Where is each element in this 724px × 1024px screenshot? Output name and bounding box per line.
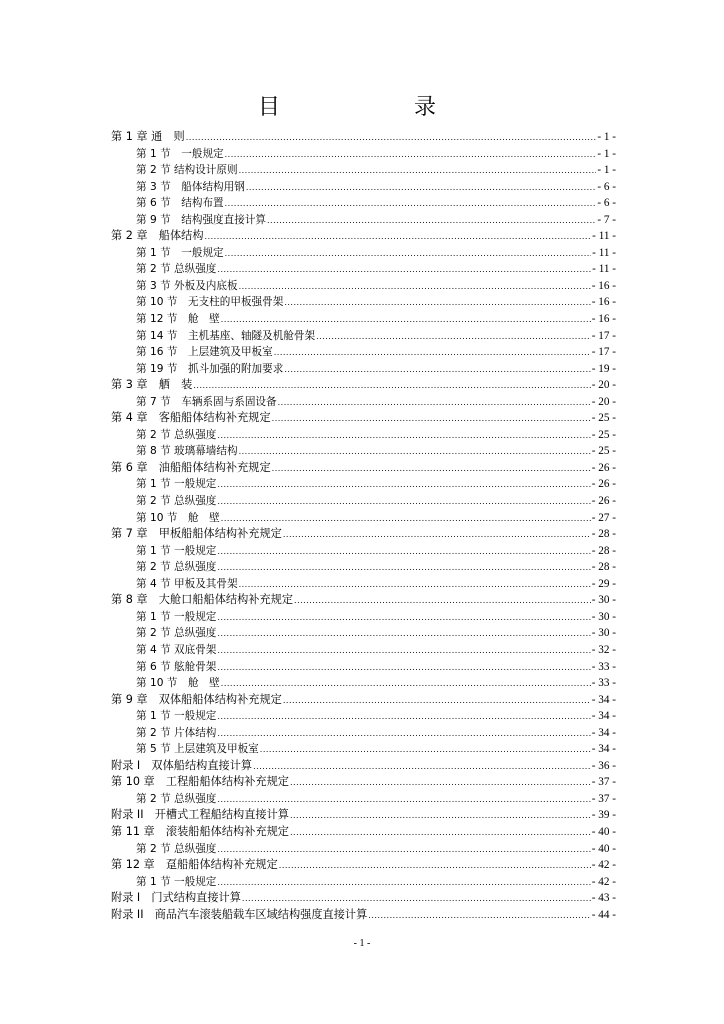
toc-section-entry[interactable] — [111, 609, 616, 626]
dot-leader — [272, 411, 591, 428]
toc-entry-title: 第 10 节 无支柱的甲板强骨架 — [136, 296, 284, 309]
toc-entry-title: 附录 I 门式结构直接计算 — [111, 891, 241, 905]
toc-section-entry[interactable] — [111, 725, 616, 742]
dot-leader — [290, 808, 591, 825]
toc-section-entry[interactable] — [111, 510, 616, 527]
toc-entry-title: 第 10 节 舱 壁 — [136, 677, 220, 690]
toc-entry-title: 第 8 章 大舱口船船体结构补充规定 — [111, 593, 294, 607]
toc-entry-title: 第 2 节 片体结构 — [136, 726, 217, 739]
toc-entry-title: 第 2 节 总纵强度 — [136, 263, 217, 276]
toc-entry-title: 第 19 节 抓斗加强的附加要求 — [136, 362, 284, 375]
toc-entry-page: - 40 - — [591, 842, 616, 855]
toc-entry-title: 第 12 节 舱 壁 — [136, 313, 220, 326]
toc-entry-page: - 28 - — [591, 561, 616, 574]
dot-leader — [217, 544, 590, 561]
toc-section-entry[interactable] — [111, 841, 616, 858]
dot-leader — [217, 643, 590, 660]
toc-entry-title: 第 4 节 甲板及其骨架 — [136, 577, 238, 590]
toc-chapter-entry[interactable] — [111, 758, 616, 775]
toc-entry-title: 第 1 节 一般规定 — [136, 710, 217, 723]
toc-entry-title: 第 9 节 结构强度直接计算 — [136, 213, 267, 226]
toc-entry-title: 第 2 节 总纵强度 — [136, 428, 217, 441]
toc-chapter-entry[interactable] — [111, 857, 616, 874]
toc-entry-page: - 26 - — [591, 478, 616, 491]
toc-section-entry[interactable] — [111, 427, 616, 444]
dot-leader — [217, 560, 590, 577]
toc-entry-page: - 17 - — [591, 329, 616, 342]
dot-leader — [278, 395, 591, 412]
dot-leader — [239, 577, 591, 594]
dot-leader — [193, 378, 590, 395]
toc-chapter-entry[interactable] — [111, 890, 616, 907]
dot-leader — [290, 825, 591, 842]
dot-leader — [267, 213, 596, 230]
toc-chapter-entry[interactable] — [111, 774, 616, 791]
toc-section-entry[interactable] — [111, 476, 616, 493]
toc-entry-page: - 25 - — [591, 428, 616, 441]
toc-entry-page: - 37 - — [591, 776, 616, 789]
table-of-contents — [111, 129, 616, 923]
toc-entry-title: 附录 II 开槽式工程船结构直接计算 — [111, 808, 289, 822]
toc-entry-page: - 28 - — [591, 528, 616, 541]
toc-entry-page: - 32 - — [591, 643, 616, 656]
toc-chapter-entry[interactable] — [111, 228, 616, 245]
toc-entry-title: 第 11 章 滚装船船体结构补充规定 — [111, 824, 289, 838]
dot-leader — [217, 660, 590, 677]
dot-leader — [272, 461, 591, 478]
dot-leader — [242, 891, 591, 908]
toc-entry-page: - 25 - — [591, 445, 616, 458]
toc-entry-page: - 6 - — [597, 197, 616, 210]
toc-entry-page: - 20 - — [591, 395, 616, 408]
dot-leader — [316, 329, 591, 346]
toc-entry-page: - 36 - — [591, 759, 616, 772]
dot-leader — [239, 279, 591, 296]
toc-entry-title: 第 1 节 一般规定 — [136, 875, 217, 888]
toc-section-entry[interactable] — [111, 659, 616, 676]
toc-entry-title: 第 6 节 结构布置 — [136, 197, 224, 210]
dot-leader — [217, 842, 590, 859]
toc-entry-title: 第 2 章 船体结构 — [111, 229, 204, 243]
toc-entry-page: - 42 - — [591, 859, 616, 872]
dot-leader — [217, 428, 590, 445]
toc-section-entry[interactable] — [111, 294, 616, 311]
toc-entry-title: 第 10 节 舱 壁 — [136, 511, 220, 524]
toc-entry-page: - 42 - — [591, 875, 616, 888]
toc-entry-title: 附录 II 商品汽车滚装船载车区域结构强度直接计算 — [111, 907, 368, 921]
toc-entry-page: - 44 - — [591, 908, 616, 921]
dot-leader — [239, 444, 591, 461]
dot-leader — [217, 875, 590, 892]
dot-leader — [217, 477, 590, 494]
dot-leader — [283, 527, 591, 544]
toc-section-entry[interactable] — [111, 559, 616, 576]
toc-entry-page: - 34 - — [591, 743, 616, 756]
toc-entry-page: - 1 - — [597, 164, 616, 177]
dot-leader — [221, 312, 591, 329]
page-number-footer: - 1 - — [353, 938, 371, 949]
toc-entry-title: 第 3 节 外板及内底板 — [136, 279, 238, 292]
toc-entry-title: 第 12 章 趸船船体结构补充规定 — [111, 858, 278, 872]
toc-chapter-entry[interactable] — [111, 592, 616, 609]
toc-entry-page: - 6 - — [597, 180, 616, 193]
toc-section-entry[interactable] — [111, 576, 616, 593]
toc-chapter-entry[interactable] — [111, 692, 616, 709]
dot-leader — [217, 626, 590, 643]
dot-leader — [279, 858, 591, 875]
toc-entry-page: - 39 - — [591, 809, 616, 822]
toc-section-entry[interactable] — [111, 625, 616, 642]
dot-leader — [221, 511, 591, 528]
toc-section-entry[interactable] — [111, 543, 616, 560]
toc-section-entry[interactable] — [111, 195, 616, 212]
toc-entry-page: - 11 - — [592, 263, 616, 276]
toc-chapter-entry[interactable] — [111, 129, 616, 146]
toc-entry-title: 第 3 章 舾 装 — [111, 378, 193, 392]
dot-leader — [284, 295, 590, 312]
dot-leader — [221, 676, 591, 693]
toc-chapter-entry[interactable] — [111, 526, 616, 543]
toc-entry-page: - 28 - — [591, 544, 616, 557]
toc-entry-page: - 43 - — [591, 892, 616, 905]
toc-entry-page: - 7 - — [597, 213, 616, 226]
toc-entry-title: 第 1 节 一般规定 — [136, 478, 217, 491]
toc-entry-page: - 30 - — [591, 610, 616, 623]
toc-entry-page: - 17 - — [591, 346, 616, 359]
toc-chapter-entry[interactable] — [111, 460, 616, 477]
toc-entry-title: 第 2 节 结构设计原则 — [136, 164, 238, 177]
toc-section-entry[interactable] — [111, 146, 616, 163]
dot-leader — [368, 908, 590, 925]
toc-entry-page: - 34 - — [591, 693, 616, 706]
dot-leader — [260, 742, 591, 759]
toc-entry-page: - 33 - — [591, 677, 616, 690]
toc-section-entry[interactable] — [111, 361, 616, 378]
toc-entry-page: - 30 - — [591, 594, 616, 607]
dot-leader — [225, 246, 592, 263]
toc-entry-page: - 16 - — [591, 296, 616, 309]
toc-entry-title: 第 10 章 工程船船体结构补充规定 — [111, 775, 289, 789]
toc-entry-page: - 16 - — [591, 279, 616, 292]
toc-section-entry[interactable] — [111, 261, 616, 278]
toc-entry-page: - 40 - — [591, 825, 616, 838]
toc-entry-title: 第 2 节 总纵强度 — [136, 495, 217, 508]
toc-entry-title: 第 6 章 油船船体结构补充规定 — [111, 460, 271, 474]
dot-leader — [186, 130, 597, 147]
dot-leader — [283, 693, 591, 710]
toc-chapter-entry[interactable] — [111, 807, 616, 824]
toc-entry-title: 第 1 节 一般规定 — [136, 544, 217, 557]
toc-entry-page: - 26 - — [591, 461, 616, 474]
toc-chapter-entry[interactable] — [111, 410, 616, 427]
toc-entry-title: 附录 I 双体船结构直接计算 — [111, 758, 253, 772]
toc-section-entry[interactable] — [111, 245, 616, 262]
toc-entry-page: - 1 - — [597, 147, 616, 160]
dot-leader — [217, 726, 590, 743]
toc-entry-page: - 16 - — [591, 313, 616, 326]
toc-entry-page: - 20 - — [591, 379, 616, 392]
toc-entry-title: 第 9 章 双体船船体结构补充规定 — [111, 692, 282, 706]
toc-entry-title: 第 1 章 通 则 — [111, 130, 185, 143]
toc-entry-page: - 30 - — [591, 627, 616, 640]
toc-entry-page: - 11 - — [592, 230, 616, 243]
toc-entry-title: 第 7 节 车辆系固与系固设备 — [136, 395, 277, 408]
toc-entry-page: - 11 - — [592, 246, 616, 259]
toc-title: 目 录 — [257, 95, 466, 120]
toc-entry-title: 第 8 节 玻璃幕墙结构 — [136, 445, 238, 458]
dot-leader — [217, 792, 590, 809]
toc-entry-title: 第 14 节 主机基座、轴隧及机舱骨架 — [136, 329, 316, 342]
toc-section-entry[interactable] — [111, 741, 616, 758]
toc-entry-page: - 26 - — [591, 495, 616, 508]
dot-leader — [274, 345, 591, 362]
toc-entry-title: 第 4 节 双底骨架 — [136, 643, 217, 656]
dot-leader — [284, 362, 590, 379]
toc-section-entry[interactable] — [111, 642, 616, 659]
dot-leader — [225, 147, 597, 164]
toc-section-entry[interactable] — [111, 311, 616, 328]
toc-section-entry[interactable] — [111, 179, 616, 196]
toc-entry-page: - 34 - — [591, 710, 616, 723]
toc-section-entry[interactable] — [111, 278, 616, 295]
toc-entry-title: 第 2 节 总纵强度 — [136, 842, 217, 855]
dot-leader — [225, 196, 597, 213]
toc-section-entry[interactable] — [111, 675, 616, 692]
dot-leader — [205, 229, 592, 246]
toc-entry-page: - 37 - — [591, 792, 616, 805]
toc-entry-page: - 1 - — [597, 131, 616, 143]
toc-entry-page: - 33 - — [591, 660, 616, 673]
toc-entry-title: 第 5 节 上层建筑及甲板室 — [136, 743, 259, 756]
toc-entry-page: - 29 - — [591, 577, 616, 590]
dot-leader — [294, 593, 591, 610]
toc-chapter-entry[interactable] — [111, 907, 616, 924]
dot-leader — [246, 180, 597, 197]
dot-leader — [217, 494, 590, 511]
toc-chapter-entry[interactable] — [111, 377, 616, 394]
toc-chapter-entry[interactable] — [111, 824, 616, 841]
toc-entry-title: 第 2 节 总纵强度 — [136, 561, 217, 574]
dot-leader — [253, 759, 591, 776]
toc-entry-title: 第 16 节 上层建筑及甲板室 — [136, 346, 273, 359]
toc-entry-title: 第 6 节 舷舱骨架 — [136, 660, 217, 673]
toc-entry-page: - 19 - — [591, 362, 616, 375]
toc-section-entry[interactable] — [111, 212, 616, 229]
toc-section-entry[interactable] — [111, 874, 616, 891]
toc-entry-title: 第 3 节 船体结构用钢 — [136, 180, 245, 193]
dot-leader — [217, 610, 590, 627]
toc-section-entry[interactable] — [111, 443, 616, 460]
dot-leader — [239, 163, 597, 180]
toc-entry-page: - 25 - — [591, 412, 616, 425]
dot-leader — [290, 775, 591, 792]
toc-entry-title: 第 1 节 一般规定 — [136, 246, 224, 259]
toc-section-entry[interactable] — [111, 162, 616, 179]
dot-leader — [217, 262, 591, 279]
toc-entry-page: - 27 - — [591, 511, 616, 524]
toc-entry-title: 第 1 节 一般规定 — [136, 610, 217, 623]
toc-section-entry[interactable] — [111, 394, 616, 411]
toc-section-entry[interactable] — [111, 708, 616, 725]
toc-section-entry[interactable] — [111, 328, 616, 345]
toc-section-entry[interactable] — [111, 493, 616, 510]
toc-entry-title: 第 2 节 总纵强度 — [136, 627, 217, 640]
dot-leader — [217, 709, 590, 726]
toc-entry-page: - 34 - — [591, 726, 616, 739]
toc-section-entry[interactable] — [111, 344, 616, 361]
toc-entry-title: 第 4 章 客船船体结构补充规定 — [111, 411, 271, 425]
toc-entry-title: 第 1 节 一般规定 — [136, 147, 224, 160]
toc-entry-title: 第 2 节 总纵强度 — [136, 792, 217, 805]
toc-entry-title: 第 7 章 甲板船船体结构补充规定 — [111, 527, 282, 541]
toc-section-entry[interactable] — [111, 791, 616, 808]
